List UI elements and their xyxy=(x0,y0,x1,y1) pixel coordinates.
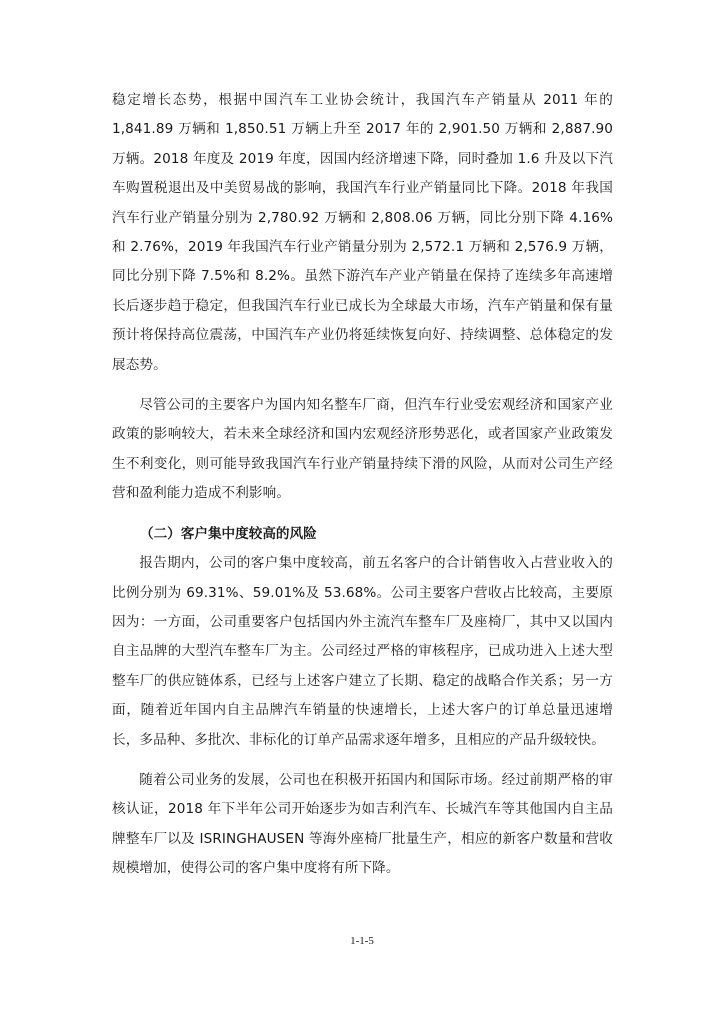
paragraph-market-expansion: 随着公司业务的发展，公司也在积极开拓国内和国际市场。经过前期严格的审核认证，2018 年下半年公司开始逐步为如吉利汽车、长城汽车等其他国内自主品牌整车厂以及 ISRINGHAUSEN 等海外座椅厂批量生产，相应的新客户数量和营收规模增加，使得公司的客户集中度将有所下降。 xyxy=(112,771,613,877)
paragraph-industry-trend: 稳定增长态势，根据中国汽车工业协会统计，我国汽车产销量从 2011 年的 1,841.89 万辆和 1,850.51 万辆上升至 2017 年的 2,901.50 万辆和 2,887.90 万辆。2018 年度及 2019 年度，因国内经济增速下降，同时叠加 1.6 升及以下汽车购置税退出及中美贸易战的影响，我国汽车行业产销量同比下降。2018 年我国汽车行业产销量分别为 2,780.92 万辆和 2,808.06 万辆，同比分别下降 4.16% 和 2.76%，2019 年我国汽车行业产销量分别为 2,572.1 万辆和 2,576.9 万辆，同比分别下降 7.5%和 8.2%。虽然下游汽车产业产销量在保持了连续多年高速增长后逐步趋于稳定，但我国汽车行业已成长为全球最大市场，汽车产销量和保有量预计将保持高位震荡，中国汽车产业仍将延续恢复向好、持续调整、总体稳定的发展态势。 xyxy=(112,92,613,373)
paragraph-industry-risk: 尽管公司的主要客户为国内知名整车厂商，但汽车行业受宏观经济和国家产业政策的影响较大，若未来全球经济和国内宏观经济形势恶化，或者国家产业政策发生不利变化，则可能导致我国汽车行业产销量持续下滑的风险，从而对公司生产经营和盈利能力造成不利影响。 xyxy=(112,397,613,502)
document-body xyxy=(112,86,613,884)
paragraph-customer-concentration: 报告期内，公司的客户集中度较高，前五名客户的合计销售收入占营业收入的比例分别为 69.31%、59.01%及 53.68%。公司主要客户营收占比较高，主要原因为：一方面，公司重要客户包括国内外主流汽车整车厂及座椅厂，其中又以国内自主品牌的大型汽车整车厂为主。公司经过严格的审核程序，已成功进入上述大型整车厂的供应链体系，已经与上述客户建立了长期、稳定的战略合作关系；另一方面，随着近年国内自主品牌汽车销量的快速增长，上述大客户的订单总量迅速增长，多品种、多批次、非标化的订单产品需求逐年增多，且相应的产品升级较快。 xyxy=(112,555,613,748)
paragraph-gap xyxy=(112,755,613,766)
paragraph-gap xyxy=(112,509,613,520)
page-number: 1-1-5 xyxy=(350,935,374,947)
paragraph-gap xyxy=(112,380,613,391)
section-heading-customer-concentration: （二）客户集中度较高的风险 xyxy=(140,525,317,542)
